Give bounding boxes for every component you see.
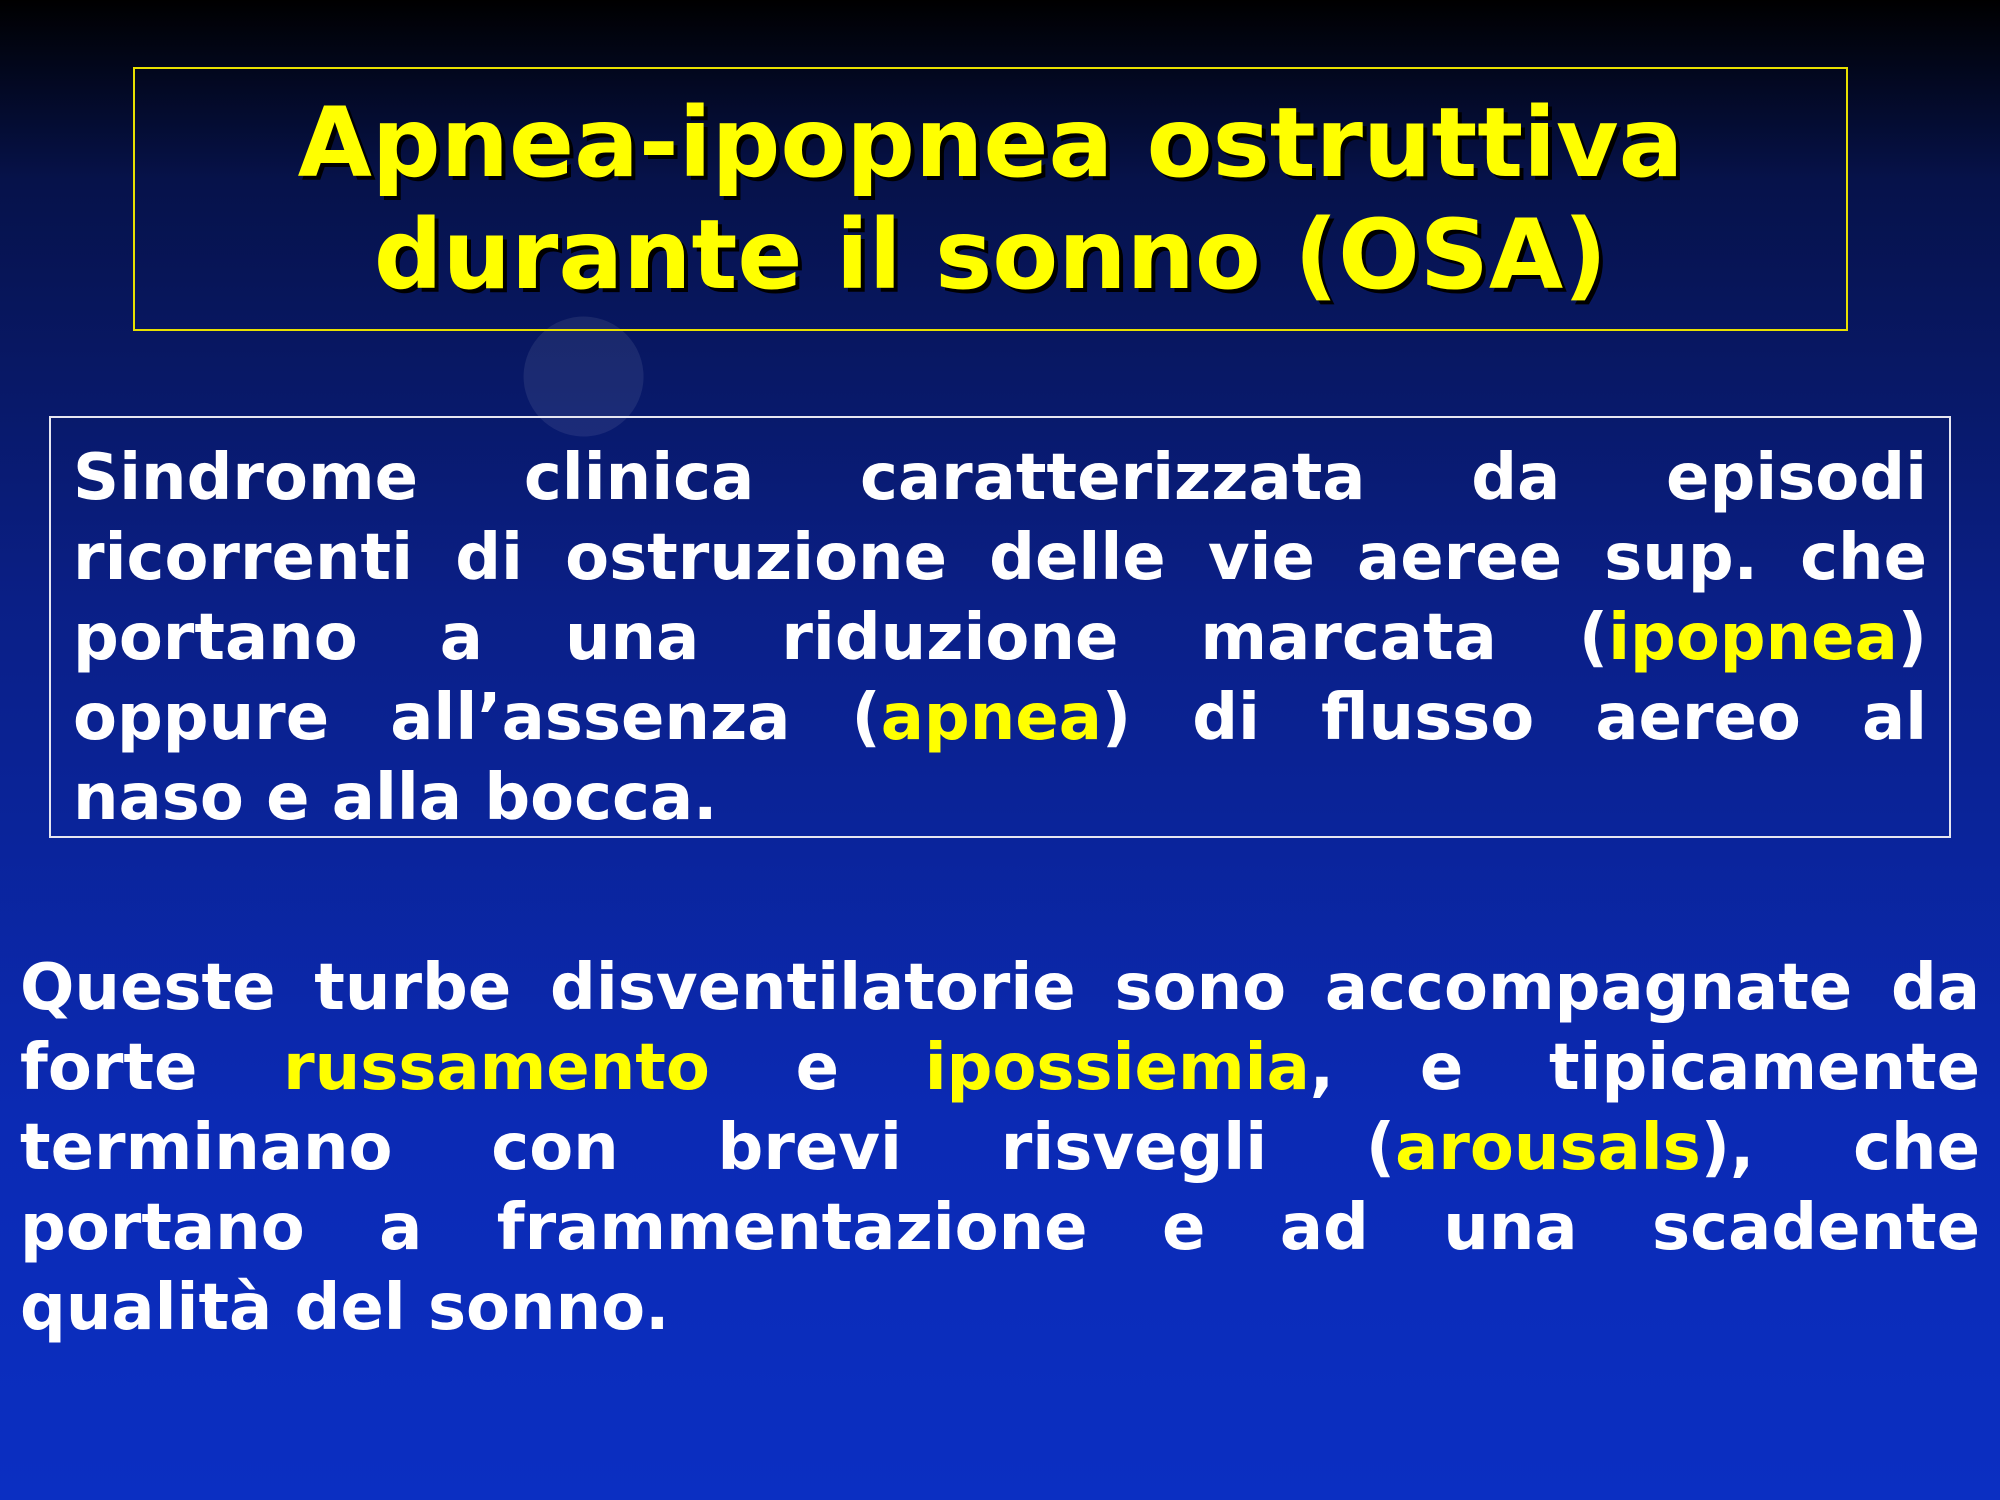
definition-word: al <box>1861 681 1927 755</box>
parenthetical-arousals <box>1366 1111 1754 1185</box>
definition-line-4 <box>73 678 1927 758</box>
definition-word: portano <box>73 601 358 675</box>
parenthetical-apnea <box>851 681 1131 755</box>
definition-word: flusso <box>1321 681 1535 755</box>
body-word: da <box>1891 951 1980 1025</box>
definition-word: clinica <box>523 441 755 515</box>
definition-line-1 <box>73 438 1927 518</box>
highlight-apnea: apnea <box>880 681 1102 755</box>
body-word: ad <box>1279 1191 1369 1265</box>
close-paren: ), <box>1700 1111 1755 1185</box>
body-word: turbe <box>314 951 512 1025</box>
body-paragraph <box>20 948 1980 1348</box>
definition-line-2 <box>73 518 1927 598</box>
definition-word: episodi <box>1666 441 1927 515</box>
body-line-2 <box>20 1028 1980 1108</box>
body-word: che <box>1853 1111 1980 1185</box>
definition-word: da <box>1471 441 1561 515</box>
body-word: risvegli <box>1000 1111 1268 1185</box>
body-word: portano <box>20 1191 305 1265</box>
body-word: tipicamente <box>1548 1031 1980 1105</box>
body-word: e <box>1419 1031 1464 1105</box>
title-line-2: durante il sonno (OSA) <box>373 199 1608 311</box>
body-line-4 <box>20 1188 1980 1268</box>
open-paren: ( <box>1578 601 1609 675</box>
body-word: sono <box>1114 951 1287 1025</box>
body-word: frammentazione <box>496 1191 1088 1265</box>
body-word: con <box>491 1111 619 1185</box>
body-word: disventilatorie <box>550 951 1076 1025</box>
definition-word: oppure <box>73 681 330 755</box>
definition-word: aeree <box>1357 521 1562 595</box>
definition-word: riduzione <box>781 601 1119 675</box>
parenthetical-ipopnea <box>1579 601 1927 675</box>
highlight-ipossiemia: ipossiemia <box>924 1031 1310 1105</box>
definition-word: Sindrome <box>73 441 419 515</box>
title-line-1: Apnea-ipopnea ostruttiva <box>297 87 1684 199</box>
body-word: Queste <box>20 951 276 1025</box>
title-box <box>133 67 1848 331</box>
close-paren: ) <box>1101 681 1132 755</box>
body-word: forte <box>20 1031 198 1105</box>
definition-word: vie <box>1207 521 1315 595</box>
definition-line-3 <box>73 598 1927 678</box>
definition-word: una <box>564 601 700 675</box>
close-paren: ) <box>1897 601 1927 675</box>
definition-word: che <box>1800 521 1927 595</box>
body-word: a <box>379 1191 423 1265</box>
definition-word: delle <box>989 521 1166 595</box>
highlight-ipossiemia-group <box>925 1031 1334 1105</box>
body-word: e <box>795 1031 839 1105</box>
definition-line-5: naso e alla bocca. <box>73 761 718 835</box>
definition-word: ricorrenti <box>73 521 414 595</box>
definition-word: marcata <box>1200 601 1497 675</box>
body-word: scadente <box>1652 1191 1980 1265</box>
body-word: terminano <box>20 1111 393 1185</box>
definition-word: sup. <box>1604 521 1758 595</box>
open-paren: ( <box>1365 1111 1396 1185</box>
definition-word: caratterizzata <box>860 441 1366 515</box>
highlight-arousals: arousals <box>1395 1111 1701 1185</box>
comma: , <box>1309 1031 1335 1105</box>
body-word: accompagnate <box>1324 951 1853 1025</box>
definition-word: ostruzione <box>565 521 947 595</box>
body-line-5: qualità del sonno. <box>20 1271 670 1345</box>
definition-word: di <box>1192 681 1260 755</box>
body-word: e <box>1162 1191 1206 1265</box>
highlight-russamento: russamento <box>283 1031 710 1105</box>
definition-word: a <box>439 601 483 675</box>
highlight-ipopnea: ipopnea <box>1608 601 1898 675</box>
body-word: una <box>1443 1191 1578 1265</box>
body-word: brevi <box>717 1111 902 1185</box>
open-paren: ( <box>851 681 881 755</box>
definition-word: all’assenza <box>390 681 791 755</box>
body-line-1 <box>20 948 1980 1028</box>
definition-word: aereo <box>1595 681 1801 755</box>
definition-word: di <box>455 521 523 595</box>
definition-box <box>49 416 1951 838</box>
body-line-3 <box>20 1108 1980 1188</box>
